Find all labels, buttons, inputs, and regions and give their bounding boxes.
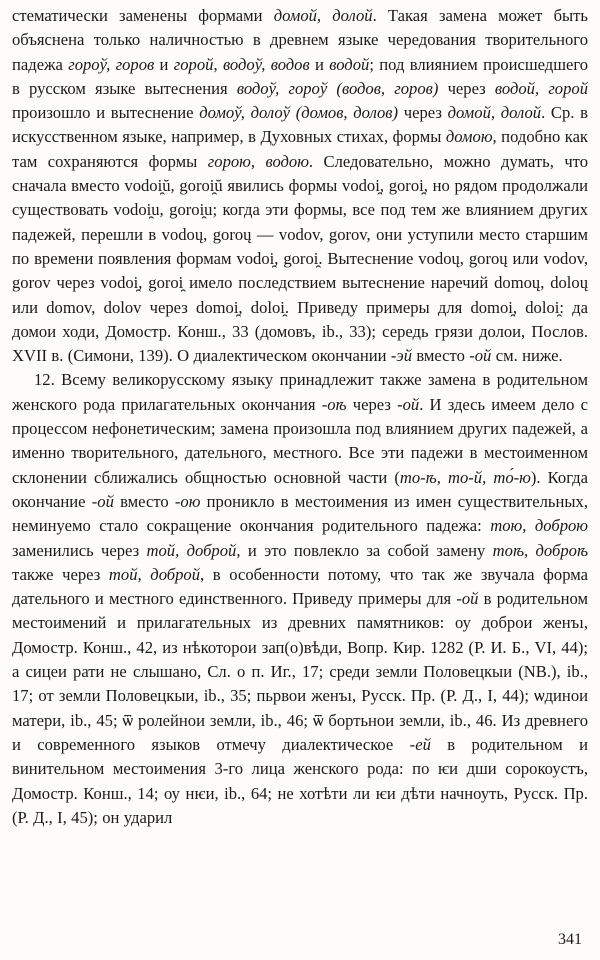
- text-run: ,: [213, 54, 223, 74]
- italic-run: то-ѣ, то-й, то́-ю: [399, 467, 531, 487]
- italic-run: тоѣ, доброѣ: [492, 540, 589, 560]
- text-run: ; под влиянием происшедшего в русском языке вытеснения: [12, 54, 589, 98]
- page-body: [12, 4, 588, 830]
- italic-run: горой: [173, 54, 214, 74]
- text-run: ). Когда окончание: [12, 467, 588, 511]
- text-run: . Ср. в искусственном языке, например, в Духовных стихах, формы: [12, 103, 589, 147]
- text-run: заменились через: [12, 540, 147, 560]
- italic-run: гороў, горов: [68, 54, 155, 74]
- text-run: подобно как там сохраняются формы: [12, 127, 588, 171]
- italic-run: тою, доброю: [490, 516, 588, 536]
- italic-run: водой: [329, 54, 370, 74]
- text-run: . Такая замена может быть объяснена только наличностью в древнем языке чередования творительного падежа: [12, 6, 588, 74]
- italic-run: -ою: [174, 491, 201, 511]
- italic-run: домоў, долоў (домов, долов): [199, 103, 399, 123]
- text-run: через: [438, 78, 495, 98]
- italic-run: той, доброй,: [146, 540, 241, 560]
- italic-run: водоў, гороў (водов, горов): [236, 78, 439, 98]
- italic-run: -оѣ: [321, 394, 347, 414]
- text-run: стематически заменены формами: [12, 6, 274, 25]
- italic-run: водоў, водов: [222, 54, 310, 74]
- italic-run: -эй: [390, 346, 412, 366]
- text-run: вместо: [412, 346, 470, 366]
- italic-run: домою,: [445, 127, 497, 147]
- text-run: 12. Всему великорусскому языку принадлежит также замена в родительном женского рода прилагательных окончания: [12, 370, 588, 414]
- text-run: и: [309, 54, 330, 74]
- text-run: произошло и вытеснение: [12, 103, 200, 123]
- italic-run: -ой: [456, 589, 479, 609]
- text-run: , в особенности потому, что так же звучала форма дательного и местного единственного. Приведу примеры для: [12, 564, 588, 609]
- text-run: через: [346, 394, 398, 414]
- text-run: в родительном и винительном местоимения 3-го лица женского рода: по ѥи дши сорокоустъ, Домостр. Конш., 14; оу нѥи, ib., 64; не хотѣти ли ѥи дѣти начноуть, Русск. Пр. (Р. Д., I, 45); он ударил: [12, 734, 588, 827]
- italic-run: той, доброй: [108, 564, 201, 584]
- text-run: и: [154, 54, 174, 74]
- paragraph: [12, 368, 588, 830]
- text-run: . Следовательно, можно думать, что сначала вместо vodoi̯ŭ, goroi̯ŭ явились формы vodoi̯, goroi̯, но рядом продолжали существовать vodoi̯u, goroi̯u; когда эти формы, все под тем же влиянием других падежей, перешли в vodoų, goroų — vodov, gorov, они уступили место старшим по времени появления формам vodoi̯, goroi̯. Вытеснение vodoų, goroų или vodov, gorov через vodoi̯, goroi̯ имело последствием вытеснение наречий domoų, doloų или domov, dolov через domoi̯, doloi̯. Приведу примеры для domoi̯, doloi̯: да домои ходи, Домостр. Конш., 33 (домовъ, ib., 33); середь грязи долои, Послов. XVII в. (Симони, 139). О диалектическом окончании: [12, 151, 588, 366]
- text-run: вместо: [113, 491, 175, 511]
- text-run: проникло в местоимения из имен существительных, неминуемо стало сокращение окончания родительного падежа:: [12, 491, 588, 536]
- text-run: через: [398, 103, 448, 123]
- text-run: . И здесь имеем дело с процессом нефонетическим; замена произошла под влиянием других падежей, а именно творительного, дательного, местного. Все эти падежи в местоименном склонении сближались общностью основной части (: [12, 394, 588, 487]
- italic-run: -ой: [91, 491, 114, 511]
- italic-run: -ой: [397, 394, 420, 414]
- italic-run: горою, водою: [207, 151, 309, 171]
- page-number: 341: [558, 931, 582, 948]
- italic-run: домой, долой: [273, 6, 373, 25]
- text-run: см. ниже.: [491, 346, 563, 366]
- text-run: также через: [12, 564, 109, 584]
- paragraph: [12, 4, 588, 368]
- italic-run: домой, долой: [447, 103, 542, 123]
- italic-run: -ой: [469, 346, 492, 366]
- text-run: в родительном местоимений и прилагательных из древних памятников: оу доброи женъı, Домостр. Конш., 42, из нѣкоторои зап(о)вѣди, Вопр. Кир. 1282 (Р. И. Б., VI, 44); а сицеи рати не слышано, Сл. о п. Иг., 17; среди земли Половецкыи (NB.), ib., 17; от земли Половецкыи, ib., 35; пьрвои женъı, Русск. Пр. (Р. Д., I, 44); ѡдинои матери, ib., 45; ѿ ролейнои земли, ib., 46; ѿ бортьнои земли, ib., 46. Из древнего и современного языков отмечу диалектическое: [12, 589, 588, 754]
- italic-run: -ей: [409, 734, 431, 754]
- text-run: и это повлекло за собой замену: [240, 540, 493, 560]
- italic-run: водой, горой: [494, 78, 588, 98]
